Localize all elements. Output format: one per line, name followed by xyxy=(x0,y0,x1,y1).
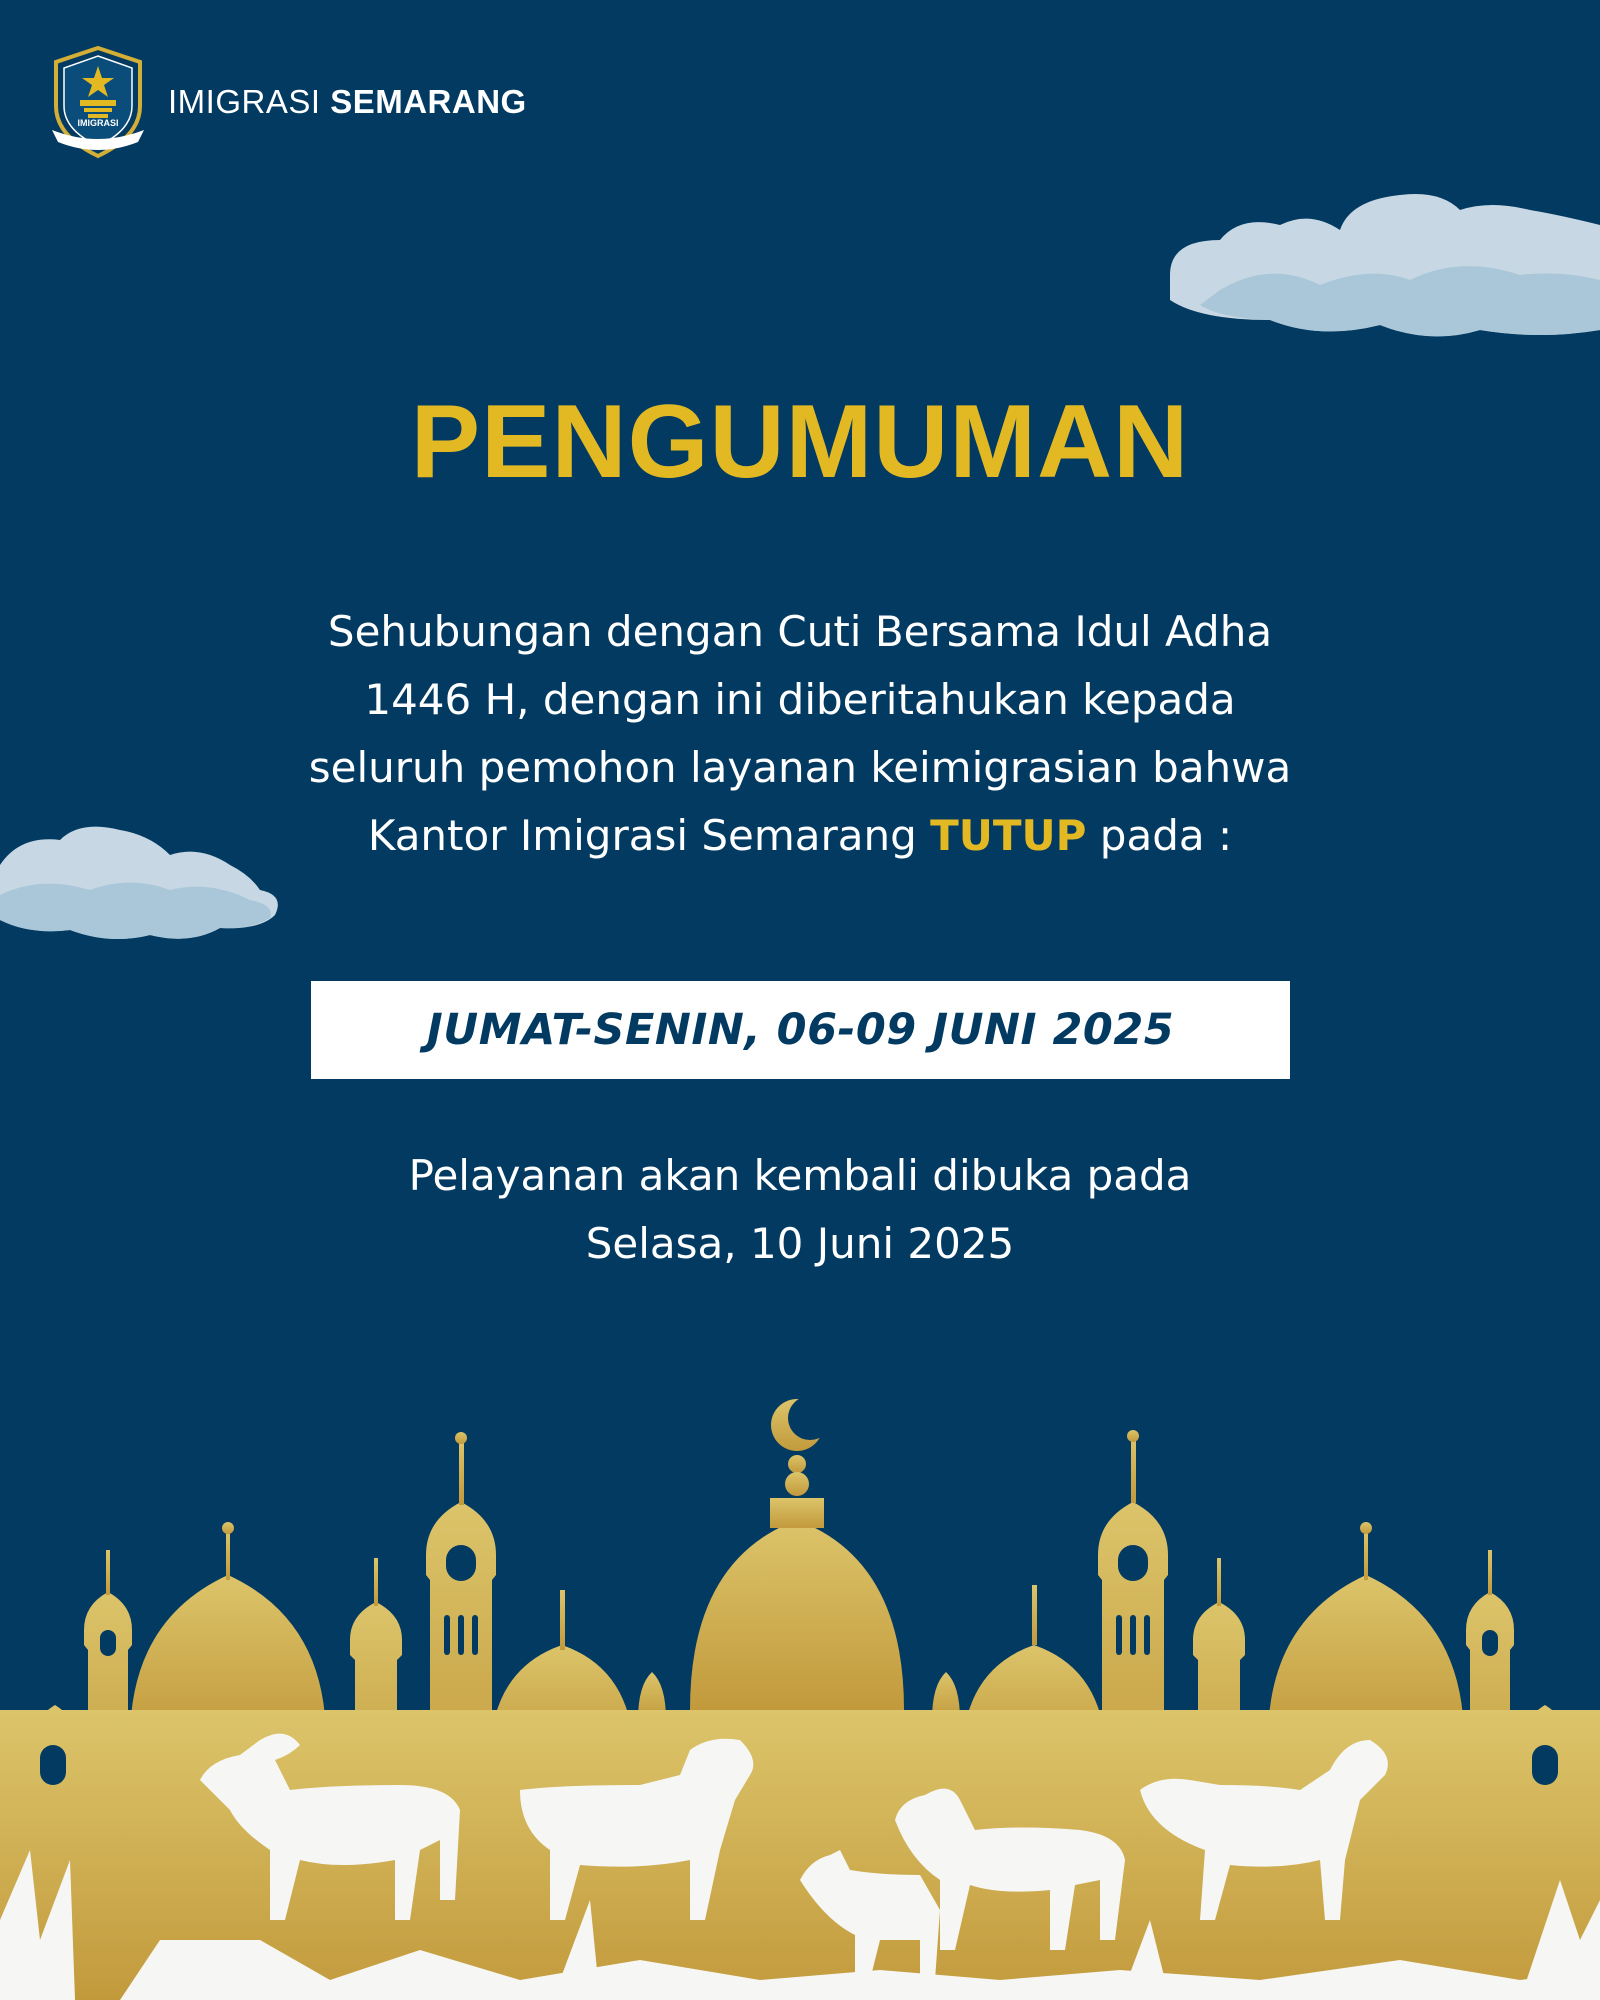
announcement-line-prefix: Kantor Imigrasi Semarang xyxy=(367,811,931,860)
announcement-line: Sehubungan dengan Cuti Bersama Idul Adha xyxy=(327,607,1273,656)
brand-name xyxy=(168,83,527,121)
header xyxy=(48,44,527,160)
brand-name-light: IMIGRASI xyxy=(168,83,321,120)
announcement-line: 1446 H, dengan ini diberitahukan kepada xyxy=(364,675,1236,724)
closed-highlight: TUTUP xyxy=(930,811,1087,860)
cloud-icon xyxy=(1160,180,1600,350)
closure-dates: JUMAT-SENIN, 06-09 JUNI 2025 xyxy=(426,1005,1175,1055)
brand-name-bold: SEMARANG xyxy=(330,83,527,120)
immigration-emblem-icon xyxy=(48,44,148,160)
announcement-line: seluruh pemohon layanan keimigrasian bahwa xyxy=(308,743,1292,792)
emblem-text: IMIGRASI xyxy=(77,118,119,128)
page-title: PENGUMUMAN xyxy=(410,384,1190,500)
mosque-silhouette xyxy=(0,1380,1600,2000)
announcement-line xyxy=(200,802,1400,870)
announcement-text xyxy=(200,598,1400,870)
reopen-text xyxy=(200,1142,1400,1278)
reopen-line: Selasa, 10 Juni 2025 xyxy=(585,1219,1015,1268)
reopen-line: Pelayanan akan kembali dibuka pada xyxy=(408,1151,1192,1200)
announcement-line-suffix: pada : xyxy=(1086,811,1233,860)
closure-date-box xyxy=(311,981,1290,1079)
crescent-icon xyxy=(771,1396,832,1451)
